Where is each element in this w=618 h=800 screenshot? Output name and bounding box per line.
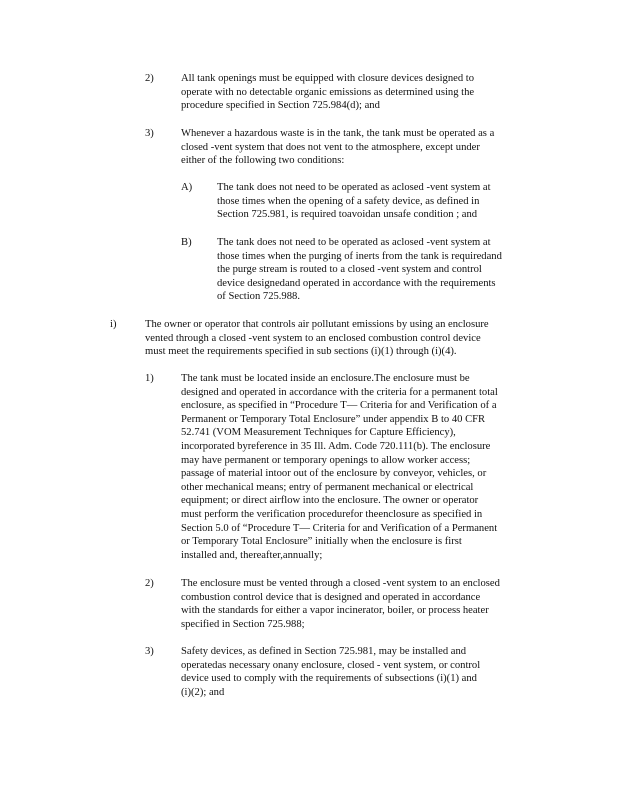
item-text: Whenever a hazardous waste is in the tank, the tank must be operated as a closed -vent system that does not vent to the atmosphere, except under either of the following two conditions:: [181, 128, 495, 167]
item-text: The tank does not need to be operated as aclosed -vent system at those times when the opening of a safety device, as defined in Section 725.981, is required toavoidan unsafe condition ; and: [217, 182, 491, 221]
item-number: i): [110, 319, 117, 330]
item-number: 3): [145, 646, 154, 657]
item-number: B): [181, 237, 192, 248]
item-text: The tank does not need to be operated as aclosed -vent system at those times when the purging of inerts from the tank is requiredand the purge stream is routed to a closed -vent system and control device designedand operated in accordance with the requirements of Section 725.988.: [217, 237, 502, 303]
item-number: 1): [145, 373, 154, 384]
item-text: Safety devices, as defined in Section 725.981, may be installed and operatedas necessary onany enclosure, closed - vent system, or control device used to comply with the requirements of subsections (i)(1) and (i)(2); and: [181, 646, 481, 698]
item-number: A): [181, 182, 193, 193]
item-number: 3): [145, 128, 154, 139]
item-number: 2): [145, 73, 154, 84]
item-number: 2): [145, 578, 154, 589]
item-text: All tank openings must be equipped with closure devices designed to operate with no detectable organic emissions as determined using the procedure specified in Section 725.984(d); and: [181, 73, 475, 112]
item-text: The tank must be located inside an enclosure.The enclosure must be designed and operated in accordance with the criteria for a permanent total enclosure, as specified in “Procedure T— Criteria for and Verification of a Permanent or Temporary Total Enclosure” under appendix B to 40 CFR 52.741 (VOM Measurement Techniques for Capture Efficiency), incorporated byreference in 35 Ill. Adm. Code 720.111(b). The enclosure may have permanent or temporary openings to allow worker access; passage of material intoor out of the enclosure by conveyor, vehicles, or other mechanical means; entry of permanent mechanical or electrical equipment; or direct airflow into the enclosure. The owner or operator must perform the verification procedurefor theenclosure as specified in Section 5.0 of “Procedure T— Criteria for and Verification of a Permanent or Temporary Total Enclosure” initially when the enclosure is first installed and, thereafter,annually;: [181, 373, 498, 561]
item-text: The owner or operator that controls air pollutant emissions by using an enclosure vented through a closed -vent system to an enclosed combustion control device must meet the requirements specified in sub sections (i)(1) through (i)(4).: [145, 319, 489, 358]
item-text: The enclosure must be vented through a closed -vent system to an enclosed combustion control device that is designed and operated in accordance with the standards for either a vapor incinerator, boiler, or process heater specified in Section 725.988;: [181, 578, 500, 630]
